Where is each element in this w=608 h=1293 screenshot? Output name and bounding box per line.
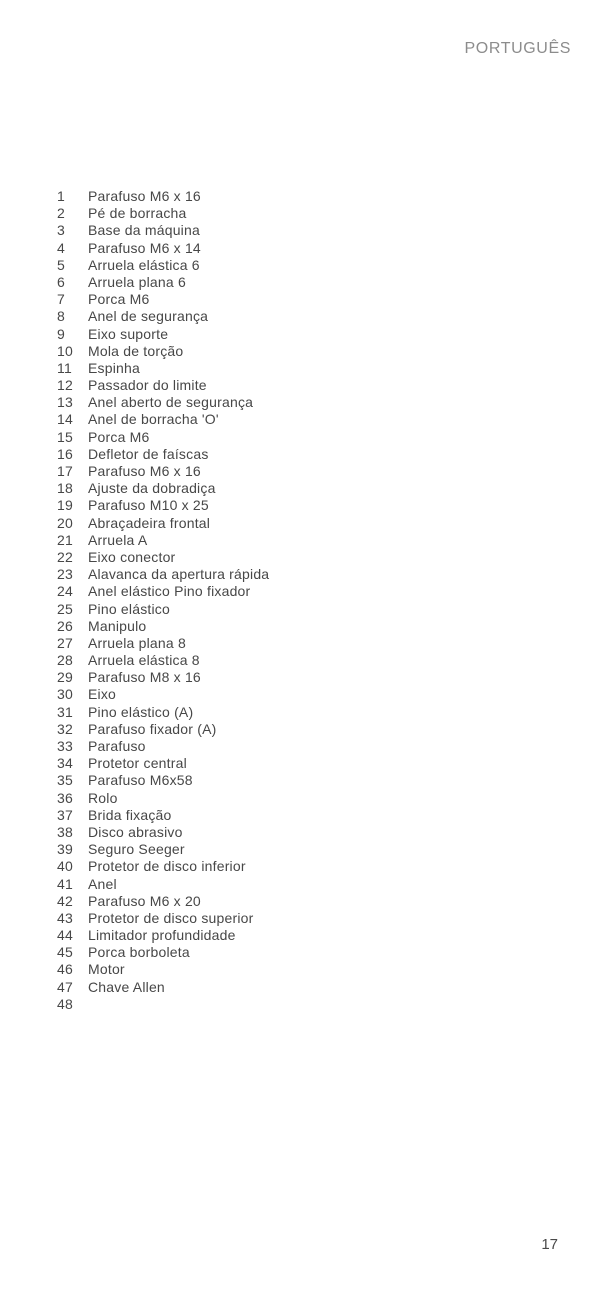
item-number: 29 [57,669,73,686]
list-item [57,291,477,308]
list-item [57,686,477,703]
item-label: Eixo conector [88,548,176,565]
item-label: Porca M6 [88,291,150,308]
item-number: 47 [57,978,73,995]
list-item [57,876,477,893]
list-item [57,360,477,377]
list-item [57,944,477,961]
item-number: 11 [57,359,72,376]
item-number: 30 [57,686,73,703]
item-number: 48 [57,995,73,1012]
item-number: 41 [57,875,73,892]
item-number: 25 [57,600,73,617]
item-label: Anel de segurança [88,308,209,325]
item-number: 34 [57,755,73,772]
list-item [57,669,477,686]
list-item [57,635,477,652]
item-label: Manipulo [88,617,147,634]
item-number: 10 [57,342,73,359]
list-item [57,480,477,497]
item-label: Chave Allen [88,978,165,995]
item-number: 9 [57,325,65,342]
item-number: 19 [57,497,73,514]
item-number: 28 [57,652,73,669]
item-label: Arruela elástica 6 [88,256,200,273]
list-item [57,979,477,996]
item-label: Parafuso M10 x 25 [88,497,209,514]
item-number: 38 [57,823,73,840]
list-item [57,549,477,566]
list-item [57,583,477,600]
item-number: 46 [57,961,73,978]
item-number: 5 [57,256,65,273]
list-item [57,807,477,824]
list-item [57,704,477,721]
list-item [57,996,477,1013]
item-label: Alavanca da apertura rápida [88,566,270,583]
item-number: 35 [57,772,73,789]
list-item [57,893,477,910]
list-item [57,738,477,755]
item-number: 21 [57,531,73,548]
item-number: 26 [57,617,73,634]
item-label: Anel elástico Pino fixador [88,583,251,600]
item-label: Limitador profundidade [88,927,236,944]
list-item [57,222,477,239]
item-number: 4 [57,239,65,256]
item-label: Parafuso M6x58 [88,772,193,789]
item-label: Protetor de disco inferior [88,858,246,875]
item-label: Seguro Seeger [88,841,185,858]
item-label: Ajuste da dobradiça [88,480,216,497]
item-number: 27 [57,634,73,651]
item-number: 16 [57,445,73,462]
item-label: Arruela plana 6 [88,273,186,290]
item-number: 14 [57,411,73,428]
list-item [57,566,477,583]
item-label: Arruela A [88,531,148,548]
item-number: 17 [57,463,73,479]
item-number: 44 [57,927,73,944]
item-number: 15 [57,428,73,445]
list-item [57,618,477,635]
item-label: Eixo suporte [88,325,169,342]
item-number: 31 [57,703,73,720]
item-number: 43 [57,909,73,926]
item-label: Brida fixação [88,806,172,823]
item-label: Passador do limite [88,377,207,394]
list-item [57,601,477,618]
item-label: Mola de torção [88,342,184,359]
list-item [57,343,477,360]
list-item [57,411,477,428]
language-header: PORTUGUÊS [464,40,571,57]
item-number: 33 [57,738,73,754]
list-item [57,463,477,480]
list-item [57,927,477,944]
item-number: 22 [57,548,73,565]
list-item [57,824,477,841]
list-item [57,841,477,858]
item-label: Pino elástico (A) [88,703,194,720]
list-item [57,240,477,257]
list-item [57,652,477,669]
list-item [57,532,477,549]
item-label: Arruela elástica 8 [88,652,200,669]
item-number: 8 [57,308,65,325]
item-label: Anel de borracha 'O' [88,411,219,428]
list-item [57,910,477,927]
list-item [57,205,477,222]
item-number: 39 [57,841,73,858]
list-item [57,429,477,446]
item-label: Parafuso M6 x 14 [88,239,201,256]
item-label: Porca borboleta [88,944,190,961]
item-label: Pé de borracha [88,205,187,222]
list-item [57,961,477,978]
item-label: Defletor de faíscas [88,445,209,462]
item-number: 23 [57,566,73,583]
item-label: Eixo [88,686,117,703]
item-number: 12 [57,377,73,394]
list-item [57,188,477,205]
list-item [57,755,477,772]
item-label: Porca M6 [88,428,150,445]
list-item [57,394,477,411]
item-label: Protetor de disco superior [88,909,254,926]
item-number: 6 [57,273,65,290]
item-label: Parafuso fixador (A) [88,720,217,737]
item-number: 1 [57,188,65,204]
item-number: 2 [57,205,65,222]
item-label: Motor [88,961,125,978]
item-label: Base da máquina [88,222,200,239]
item-label: Parafuso M6 x 16 [88,463,201,479]
item-number: 13 [57,394,73,411]
list-item [57,326,477,343]
item-label: Parafuso [88,738,146,754]
list-item [57,721,477,738]
list-item [57,790,477,807]
list-item [57,446,477,463]
list-item [57,308,477,325]
item-label: Espinha [88,359,140,376]
item-label: Parafuso M8 x 16 [88,669,201,686]
item-number: 42 [57,892,73,909]
list-item [57,858,477,875]
list-item [57,274,477,291]
item-label: Rolo [88,789,118,806]
item-number: 45 [57,944,73,961]
item-number: 36 [57,789,73,806]
list-item [57,377,477,394]
list-item [57,497,477,514]
item-number: 40 [57,858,73,875]
list-item [57,515,477,532]
item-number: 18 [57,480,73,497]
item-label: Disco abrasivo [88,823,183,840]
item-number: 24 [57,583,73,600]
item-number: 32 [57,720,73,737]
item-number: 7 [57,291,65,308]
item-label: Pino elástico [88,600,170,617]
item-label: Parafuso M6 x 20 [88,892,201,909]
list-item [57,772,477,789]
item-label: Anel aberto de segurança [88,394,254,411]
item-label: Parafuso M6 x 16 [88,188,201,204]
item-number: 20 [57,514,73,531]
item-number: 3 [57,222,65,239]
page-number: 17 [541,1236,558,1253]
item-label: Abraçadeira frontal [88,514,211,531]
list-item [57,257,477,274]
parts-list [57,188,477,1013]
item-label: Anel [88,875,117,892]
item-label: Protetor central [88,755,187,772]
item-number: 37 [57,806,73,823]
item-label: Arruela plana 8 [88,634,186,651]
